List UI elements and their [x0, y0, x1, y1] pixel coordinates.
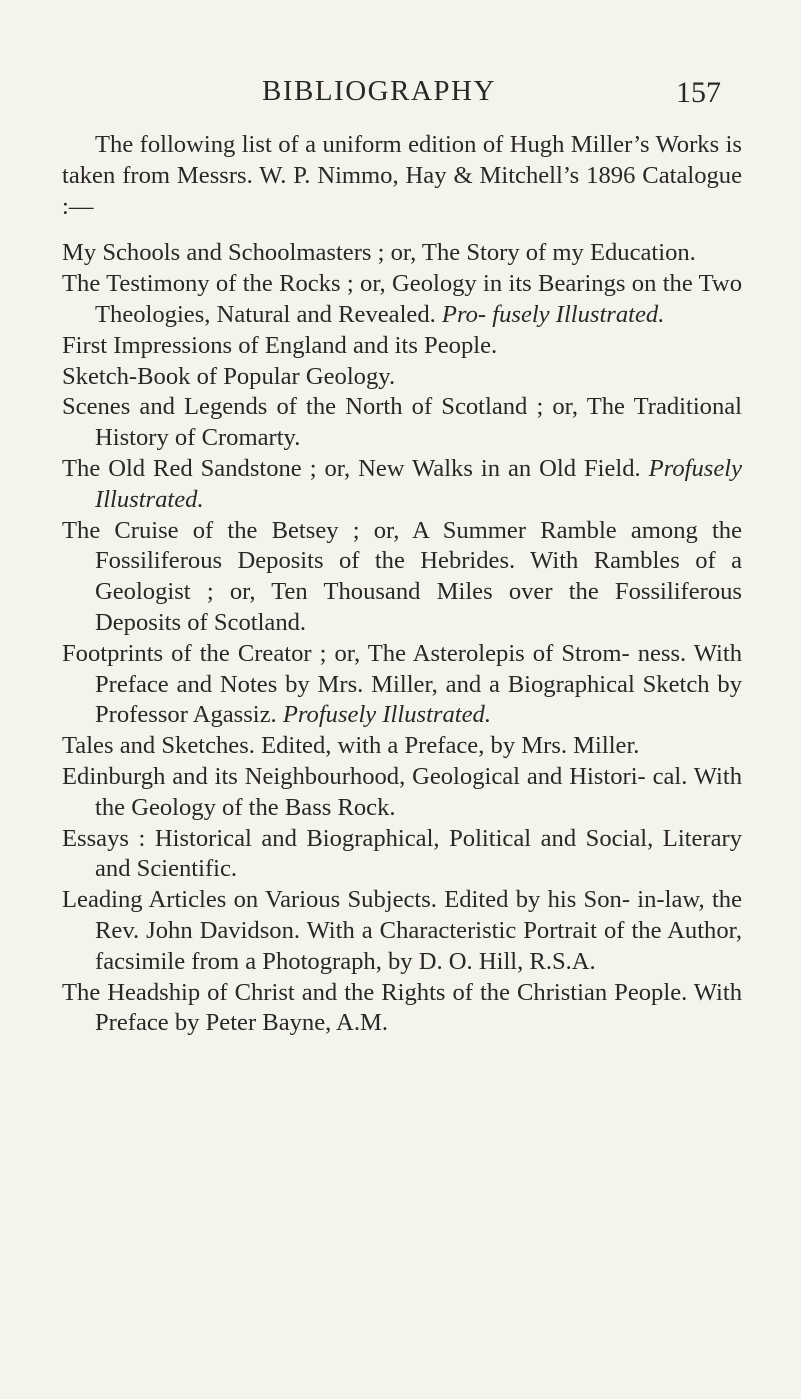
bibliography-entry [62, 824, 742, 886]
entry-text: Leading Articles on Various Subjects. Edited by his Son- in-law, the Rev. John Davidson. With a Characteristic Portrait of the Author, facsimile from a Photograph, by D. O. Hill, R.S.A. [62, 886, 742, 975]
bibliography-entry [62, 639, 742, 731]
bibliography-entry [62, 331, 742, 362]
entry-text: Tales and Sketches. Edited, with a Preface, by Mrs. Miller. [62, 732, 640, 760]
bibliography-entry [62, 392, 742, 454]
running-title: BIBLIOGRAPHY [262, 75, 496, 107]
body-text [62, 130, 742, 1039]
bibliography-entry [62, 454, 742, 516]
entry-text: Edinburgh and its Neighbourhood, Geological and Histori- cal. With the Geology of the Bass Rock. [62, 762, 742, 821]
entry-italic-note: Profusely Illustrated. [95, 454, 742, 513]
entry-italic-note: Pro- fusely Illustrated. [441, 300, 665, 328]
bibliography-entry [62, 238, 742, 269]
entry-text: Footprints of the Creator ; or, The Asterolepis of Strom- ness. With Preface and Notes by Mrs. Miller, and a Biographical Sketch by Professor Agassiz. [62, 639, 742, 729]
bibliography-entry [62, 731, 742, 762]
entry-text: The Headship of Christ and the Rights of the Christian People. With Preface by Peter Bayne, A.M. [62, 978, 742, 1037]
entry-text: The Cruise of the Betsey ; or, A Summer Ramble among the Fossiliferous Deposits of the Hebrides. With Rambles of a Geologist ; or, Ten Thousand Miles over the Fossiliferous Deposits of Scotland. [62, 516, 742, 636]
intro-paragraph: The following list of a uniform edition of Hugh Miller’s Works is taken from Messrs. W. P. Nimmo, Hay & Mitchell’s 1896 Catalogue :— [62, 131, 742, 220]
bibliography-entry [62, 269, 742, 331]
entry-text: My Schools and Schoolmasters ; or, The Story of my Education. [62, 239, 696, 267]
entry-text: Scenes and Legends of the North of Scotland ; or, The Traditional History of Cromarty. [62, 393, 742, 452]
bibliography-entry [62, 516, 742, 639]
bibliography-entry [62, 762, 742, 824]
bibliography-entry [62, 362, 742, 393]
page-number: 157 [676, 76, 721, 109]
bibliography-entry [62, 885, 742, 977]
running-head [0, 74, 801, 114]
entry-text: First Impressions of England and its People. [62, 331, 498, 359]
entry-text: Essays : Historical and Biographical, Political and Social, Literary and Scientific. [62, 824, 742, 883]
entry-text: Sketch-Book of Popular Geology. [62, 362, 396, 390]
entry-italic-note: Profusely Illustrated. [282, 701, 491, 729]
bibliography-entry [62, 978, 742, 1040]
entry-text: The Testimony of the Rocks ; or, Geology in its Bearings on the Two Theologies, Natural and Revealed. [62, 270, 742, 328]
bibliography-list [62, 238, 742, 1039]
entry-text: The Old Red Sandstone ; or, New Walks in an Old Field. [62, 454, 649, 482]
